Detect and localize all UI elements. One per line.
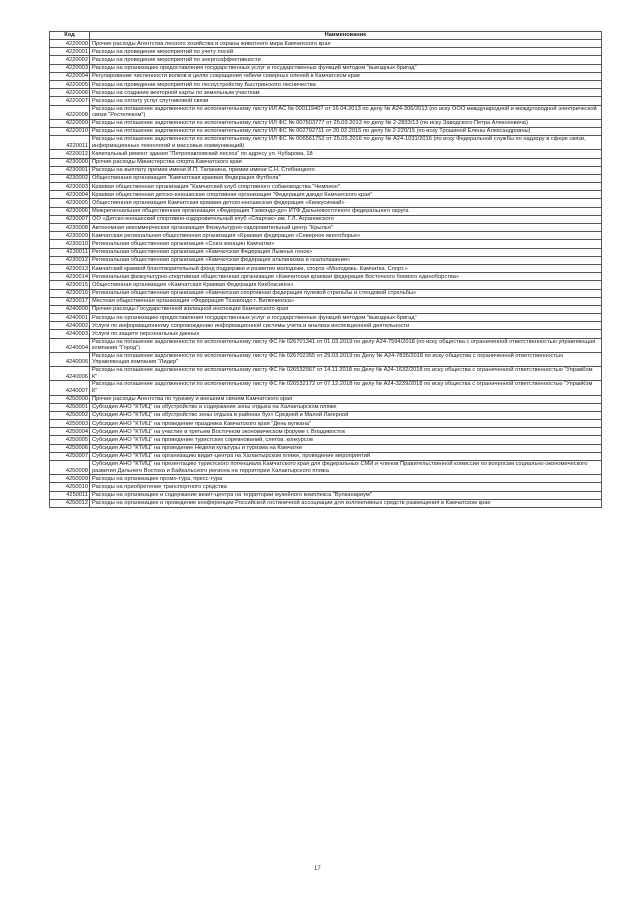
row-code: 4230015 [50, 281, 90, 289]
table-row [50, 119, 602, 127]
row-code: 4220009 [50, 119, 90, 127]
table-row [50, 330, 602, 338]
page-number: 17 [314, 866, 321, 872]
table-row [50, 444, 602, 452]
table-row [50, 232, 602, 240]
row-name: Субсидия АНО "КТИЦ" на проведение Недели культуры и туризма на Камчатке [90, 444, 602, 452]
row-name: Капитальный ремонт здания "Петропавловский лесхоз" по адресу ул. Чубарова, 18 [90, 150, 602, 158]
row-code: 4220002 [50, 56, 90, 64]
row-code: 4250000 [50, 395, 90, 403]
row-code: 4230017 [50, 297, 90, 305]
row-name: Расходы на погашение задолженности по исполнительному листу ФС № 026702355 от 29.03.2019 по Делу № А24-7835/2018 по иску общества с ограниченной ответственностью Управляющая компания "Лидер" [90, 352, 602, 366]
row-name: Расходы на погашение задолженности по исполнительному листу ФС № 026701341 от 01.03.2019 по делу А24-7594/2018 (по иску общества с ограниченной ответственностью управляющая компания "Город") [90, 338, 602, 352]
row-code: 4220011 [50, 136, 90, 150]
row-name: Расходы на погашение задолженности по исполнительному листу ИЛ ФС № 006561752 от 25.05.2016 по делу № А24-1031/2016 (по иску Федеральной службы по надзору в сфере связи, информационных технологий и массовых коммуникаций) [90, 136, 602, 150]
table-row [50, 281, 602, 289]
row-name: Расходы на организацию промо-тура, пресс-тура [90, 475, 602, 483]
row-name: Расходы на погашение задолженности по исполнительному листу ИЛ АС № 000119407 от 16.04.2013 по делу № А24-306/2013 (по иску ООО международной и междугородной электрической связи "Ростелеком") [90, 105, 602, 119]
table-row [50, 158, 602, 166]
table-row [50, 166, 602, 174]
table-row [50, 305, 602, 313]
table-row [50, 499, 602, 507]
row-name: Автономная некоммерческая организация Физкультурно-оздоровительный центр "Крылья" [90, 224, 602, 232]
row-code: 4250003 [50, 420, 90, 428]
table-row [50, 367, 602, 381]
row-code: 4220007 [50, 97, 90, 105]
table-row [50, 224, 602, 232]
table-row [50, 256, 602, 264]
row-code: 4230009 [50, 232, 90, 240]
row-code: 4220004 [50, 72, 90, 80]
row-name: Расходы на организацию предоставления государственных услуг и государственных функций методом "выездных бригад" [90, 64, 602, 72]
table-row [50, 491, 602, 499]
row-name: Местная общественная организация «Федерация Тхэквондо г. Вилючинска» [90, 297, 602, 305]
row-name: Расходы на организацию и содержание визит-центра на территории музейного комплекса "Вулканариум" [90, 491, 602, 499]
row-code: 4250005 [50, 436, 90, 444]
row-name: Общественная организация Камчатская краевая детско-юношеская федерация «Киокусинкай» [90, 199, 602, 207]
row-code: 4220006 [50, 89, 90, 97]
table-row [50, 191, 602, 199]
row-code: 4230012 [50, 256, 90, 264]
row-name: Краевая общественная детско-юношеская спортивная организация "Федерация дзюдо Камчатского края" [90, 191, 602, 199]
row-name: Субсидия АНО "КТИЦ" на организацию видит-центра на Халактырском пляже, проведение мероприятий [90, 452, 602, 460]
row-code: 4230013 [50, 264, 90, 272]
row-name: Субсидия АНО "КТИЦ" на проведение туристских соревнований, слетов, конкурсов [90, 436, 602, 444]
row-name: Краевая общественная организация "Камчатский клуб спортивного собаководства "Чемпион" [90, 183, 602, 191]
table-row [50, 297, 602, 305]
classification-table [49, 31, 602, 508]
column-header-name: Наименование [90, 32, 602, 40]
table-row [50, 428, 602, 436]
row-code: 4230006 [50, 207, 90, 215]
row-code: 4250012 [50, 499, 90, 507]
row-name: Межрегиональная общественная организация «Федерация Тэквондо-до» ИТФ Дальневосточного федерального округа [90, 207, 602, 215]
table-row [50, 248, 602, 256]
row-code: 4220008 [50, 105, 90, 119]
row-name: Камчатская региональная общественная организация «Краевая федерация «Северное многоборье» [90, 232, 602, 240]
row-name: Расходы на погашение задолженности по исполнительному листу ИЛ ФС № 002792711 от 20.02.2015 по делу № 2-220/15 (по иску Трошиной Елены Александровны) [90, 127, 602, 135]
table-row [50, 72, 602, 80]
row-code: 4240000 [50, 305, 90, 313]
row-code: 4250002 [50, 411, 90, 419]
row-name: Расходы на выплату премии имени И.П. Таланина, премии имени С.Н. Стебницкого [90, 166, 602, 174]
row-name: Субсидия АНО "КТИЦ" на обустройство и содержание зоны отдыха на Халактырском пляже [90, 403, 602, 411]
row-code: 4220005 [50, 80, 90, 88]
row-code: 4250004 [50, 428, 90, 436]
row-code: 4220010 [50, 127, 90, 135]
table-row [50, 174, 602, 182]
row-name: Расходы на погашение задолженности по исполнительному листу ФС № 026532567 от 14.11.2018 по Делу № А24-1632/2018 по иску общества с ограниченной ответственностью "УправКом К" [90, 367, 602, 381]
column-header-code: Код [50, 32, 90, 40]
row-code: 4250009 [50, 475, 90, 483]
row-name: Расходы на оплату услуг спутниковой связи [90, 97, 602, 105]
row-name: Региональная общественная организация «Союз женщин Камчатки» [90, 240, 602, 248]
row-name: Расходы на проведение мероприятий по лесоустройству Быстринского лесничества [90, 80, 602, 88]
row-name: Субсидия АНО "КТИЦ" на проведение праздника Камчатского края "День вулкана" [90, 420, 602, 428]
row-code: 4230010 [50, 240, 90, 248]
table-row [50, 105, 602, 119]
table-row [50, 264, 602, 272]
table-row [50, 273, 602, 281]
table-row [50, 97, 602, 105]
row-name: Прочие расходы Министерства спорта Камчатского края [90, 158, 602, 166]
row-code: 4250007 [50, 452, 90, 460]
table-row [50, 314, 602, 322]
row-code: 4250008 [50, 461, 90, 475]
row-name: Камчатский краевой благотворительный фонд поддержки и развития молодежи, спорта «Молодежь. Камчатка. Спорт.» [90, 264, 602, 272]
table-row [50, 338, 602, 352]
row-name: Услуги по информационному сопровождению информационной системы учета и анализа инспекционной деятельности [90, 322, 602, 330]
row-code: 4230000 [50, 158, 90, 166]
table-body [50, 40, 602, 508]
table-row [50, 289, 602, 297]
row-code: 4240003 [50, 330, 90, 338]
row-code: 4250011 [50, 491, 90, 499]
row-name: Расходы на создание векторной карты по земельным участкам [90, 89, 602, 97]
row-code: 4230007 [50, 215, 90, 223]
row-code: 4230014 [50, 273, 90, 281]
table-row [50, 461, 602, 475]
row-name: Расходы на организацию и проведение конференции Российской гостиничной ассоциации для коллективных средств размещения в Камчатском крае [90, 499, 602, 507]
row-code: 4230005 [50, 199, 90, 207]
table-row [50, 199, 602, 207]
table-row [50, 352, 602, 366]
table-row [50, 207, 602, 215]
row-name: Регулирование численности волков в целях сокращения гибели северных оленей в Камчатском крае [90, 72, 602, 80]
table-row [50, 322, 602, 330]
row-name: Субсидия АНО "КТИЦ" на участие в третьем Восточном экономическом форуме г. Владивосток [90, 428, 602, 436]
table-row [50, 136, 602, 150]
row-code: 4230016 [50, 289, 90, 297]
table-row [50, 452, 602, 460]
row-name: Расходы на погашение задолженности по исполнительному листу ИЛ ФС № 007503777 от 25.03.2013 по делу № 2-2833/13 (по иску Заводского Петра Алексеевича) [90, 119, 602, 127]
table-row [50, 411, 602, 419]
row-code: 4250006 [50, 444, 90, 452]
table-header-row [50, 32, 602, 40]
row-name: Общественная организация «Камчатская Краевая Федерация Кикбоксинга» [90, 281, 602, 289]
row-code: 4230004 [50, 191, 90, 199]
table-row [50, 483, 602, 491]
row-code: 4230003 [50, 183, 90, 191]
table-row [50, 127, 602, 135]
table-row [50, 80, 602, 88]
row-name: Субсидия АНО "КТИЦ" на обустройство зоны отдыха в районах бухт Средней и Малой Лагерной [90, 411, 602, 419]
table-row [50, 150, 602, 158]
row-name: Расходы на проведение мероприятий по энергоэффективности [90, 56, 602, 64]
row-code: 4240002 [50, 322, 90, 330]
table-row [50, 240, 602, 248]
table-row [50, 64, 602, 72]
table-row [50, 40, 602, 48]
row-code: 4220000 [50, 40, 90, 48]
row-code: 4250001 [50, 403, 90, 411]
row-code: 4230001 [50, 166, 90, 174]
row-name: Расходы на организацию предоставления государственных услуг и государственных функций методом "выездных бригад" [90, 314, 602, 322]
table-row [50, 403, 602, 411]
table-row [50, 56, 602, 64]
row-code: 4230002 [50, 174, 90, 182]
row-code: 4240006 [50, 367, 90, 381]
row-name: Расходы на приобретение транспортного средства [90, 483, 602, 491]
table-row [50, 381, 602, 395]
table-row [50, 215, 602, 223]
table-row [50, 420, 602, 428]
row-code: 4230011 [50, 248, 90, 256]
row-code: 4240001 [50, 314, 90, 322]
table-row [50, 183, 602, 191]
row-name: Прочие расходы Агентства лесного хозяйства и охраны животного мира Камчатского края [90, 40, 602, 48]
row-name: Услуги по защите персональных данных [90, 330, 602, 338]
row-name: Региональная физкультурно-спортивная общественная организация «Камчатская краевая федерация Восточного боевого единоборства» [90, 273, 602, 281]
row-name: Субсидия АНО "КТИЦ" на презентацию туристского потенциала Камчатского края для федеральных СМИ и членов Правительственной комиссии по вопросам социально-экономического развития Дальнего Востока и Байкальского региона на территории Халактырского пляжа [90, 461, 602, 475]
row-name: Расходы на проведение мероприятий по учету лосей [90, 48, 602, 56]
table-row [50, 48, 602, 56]
row-name: Прочие расходы Государственной жилищной инспекции Камчатского края [90, 305, 602, 313]
table-row [50, 436, 602, 444]
row-code: 4220003 [50, 64, 90, 72]
row-code: 4240005 [50, 352, 90, 366]
row-name: Расходы на погашение задолженности по исполнительному листу ФС № 026532172 от 07.12.2018 по делу № А24-3239/2018 по иску общества с ограниченной ответственностью "УправКом К" [90, 381, 602, 395]
row-code: 4240007 [50, 381, 90, 395]
row-code: 4250010 [50, 483, 90, 491]
row-name: Общественная организация "Камчатская краевая Федерация Футбола" [90, 174, 602, 182]
row-code: 4230008 [50, 224, 90, 232]
table-row [50, 395, 602, 403]
row-name: Региональная общественная организация «Камчатская Федерация Лыжных гонок» [90, 248, 602, 256]
row-name: Региональная общественная организация «Камчатская спортивная федерация пулевой стрельбы и стендовой стрельбы» [90, 289, 602, 297]
table-row [50, 89, 602, 97]
row-code: 4220001 [50, 48, 90, 56]
row-name: Региональная общественная организация «Камчатская федерация альпинизма и скалолазания» [90, 256, 602, 264]
row-name: Прочие расходы Агентства по туризму и внешним связям Камчатского края [90, 395, 602, 403]
table-row [50, 475, 602, 483]
row-code: 4220012 [50, 150, 90, 158]
row-code: 4240004 [50, 338, 90, 352]
row-name: ОО «Детско-юношеский спортивно-оздоровительный клуб «Спартак» им. Г.Л. Аграновского [90, 215, 602, 223]
